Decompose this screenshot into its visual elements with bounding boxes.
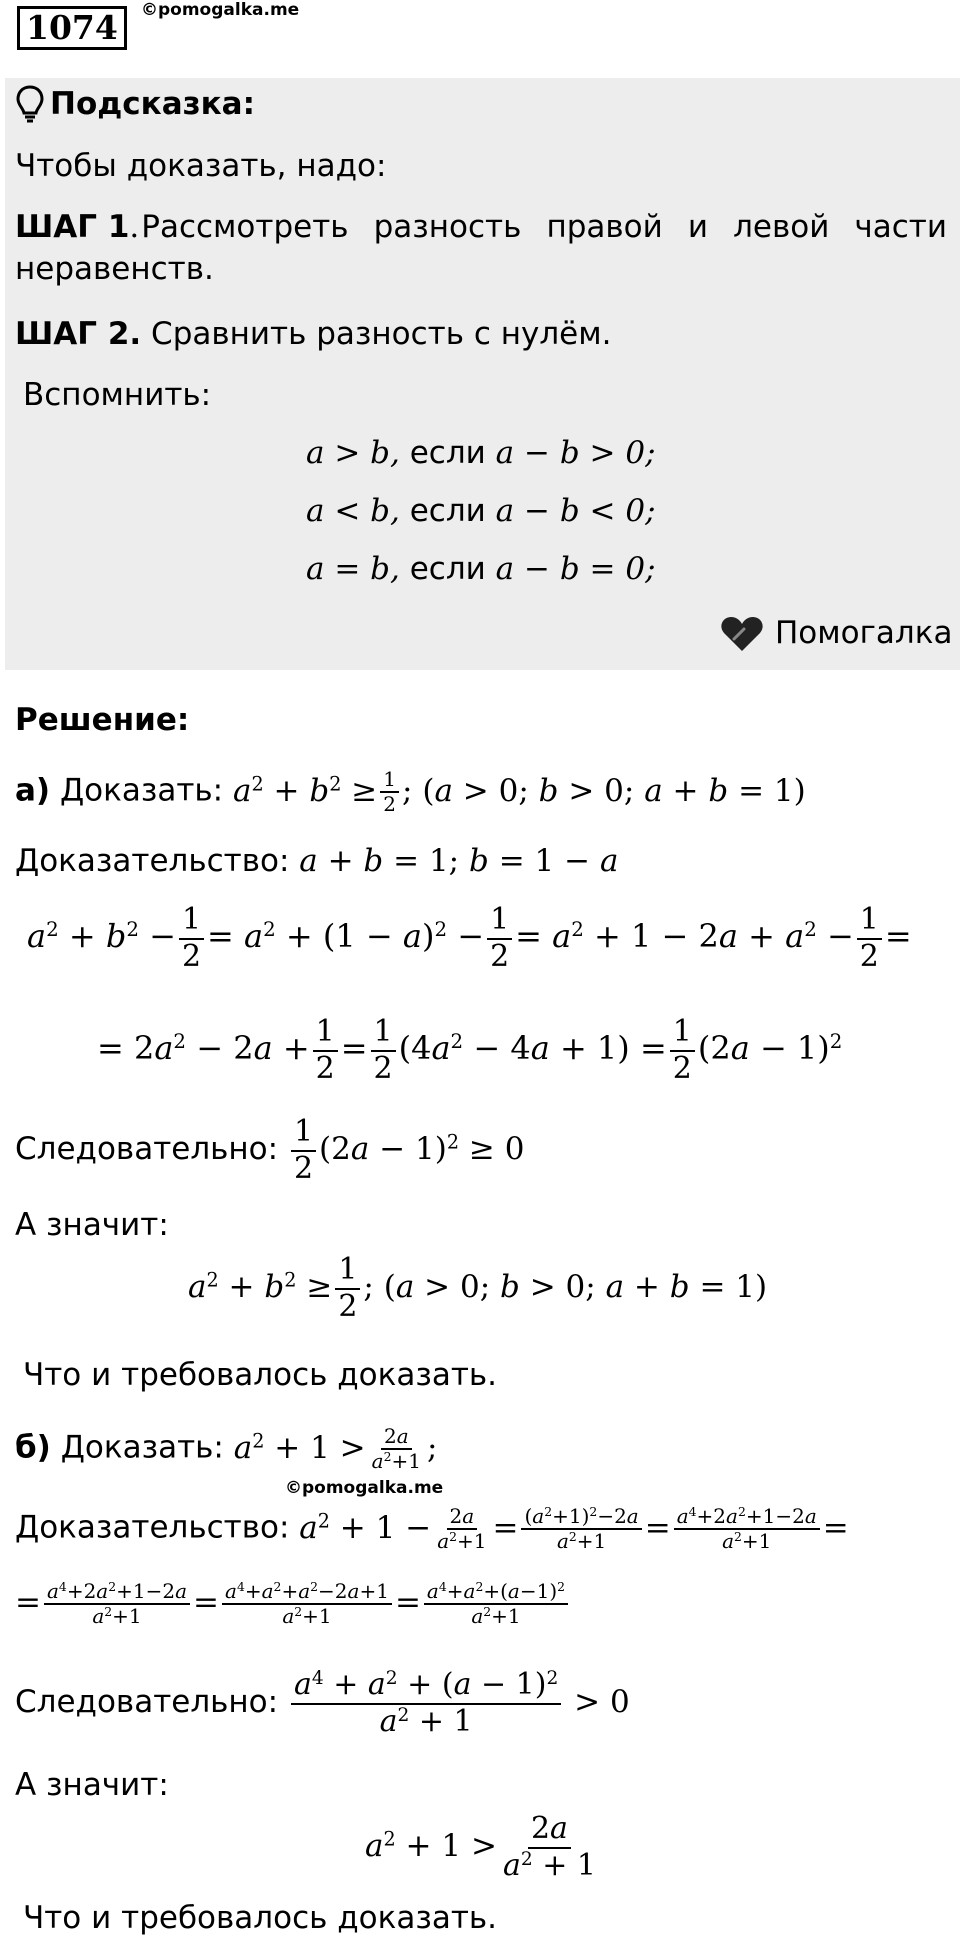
rule-row: a = b, если a − b = 0;: [306, 551, 656, 587]
part-a-label: а): [15, 772, 51, 809]
proof-label: Доказательство:: [15, 843, 290, 879]
step2-label: ШАГ 2.: [15, 316, 142, 352]
problem-number: 1074: [17, 6, 127, 50]
step1-line: ШАГ 1. Рассмотреть разность правой и левой части: [15, 209, 947, 245]
part-b-qed: Что и требовалось доказать.: [23, 1900, 498, 1936]
part-b-statement: б) Доказать: $a^2 + 1$ > $\frac{2a}{a^2+1}$ ;: [15, 1424, 438, 1473]
step2-line: [15, 314, 612, 354]
watermark: ©pomogalka.me: [285, 1478, 444, 1498]
part-a-therefore: Следовательно: $\frac{1}{2}$ $(2a - 1)^2 \ge 0$: [15, 1114, 525, 1186]
part-a-hence: А значит:: [15, 1207, 169, 1243]
rule-row: a > b, если a − b > 0;: [306, 435, 656, 471]
heart-icon: [720, 615, 764, 653]
part-b-result: $a^2 + 1$ > $\frac{2a}{a^2 + 1}$: [365, 1811, 596, 1883]
part-a-statement: а) Доказать: $a^2 + b^2$ ≥ $\frac{1}{2}$ ; (a > 0; b > 0; a + b = 1): [15, 767, 806, 816]
part-a-equation-1: $a^2 + b^2$ − $\frac{1}{2}$ = $a^2 + (1 - a)^2$ − $\frac{1}{2}$ = $a^2 + 1 - 2a + a^2$ − $\frac{1}{2}$ =: [27, 902, 912, 974]
lightbulb-icon: [15, 84, 45, 124]
step1-text-cont: неравенств.: [15, 251, 214, 287]
therefore-label: Следовательно:: [15, 1131, 279, 1167]
part-b-proof-line: Доказательство: $a^2 + 1$ − $\frac{2a}{a^2+1}$ = $\frac{(a^2+1)^2-2a}{a^2+1}$ = $\frac{a^4+2a^2+1-2a}{a^2+1}$ =: [15, 1504, 849, 1553]
remember-label: Вспомнить:: [23, 377, 212, 413]
proof-label: Доказательство:: [15, 1509, 290, 1546]
part-a-qed: Что и требовалось доказать.: [23, 1357, 498, 1393]
prove-label: Доказать:: [60, 1429, 224, 1466]
solution-title: Решение:: [15, 702, 190, 738]
part-a-equation-2: = $2a^2 - 2a$ + $\frac{1}{2}$ = $\frac{1}{2}$ $(4a^2 - 4a + 1)$ = $\frac{1}{2}$ $(2a - 1)^2$: [97, 1014, 843, 1086]
part-b-hence: А значит:: [15, 1767, 169, 1803]
step1-text: Рассмотреть разность правой и левой части: [141, 209, 947, 245]
therefore-label: Следовательно:: [15, 1684, 279, 1720]
brand-name: Помогалка: [775, 615, 953, 651]
step1-label: ШАГ 1: [15, 209, 130, 245]
watermark: ©pomogalka.me: [141, 0, 300, 20]
part-b-label: б): [15, 1429, 51, 1466]
prove-label: Доказать:: [59, 772, 224, 809]
part-a-result: $a^2 + b^2$ ≥ $\frac{1}{2}$ ; (a > 0; b > 0; a + b = 1): [188, 1252, 768, 1324]
rule-row: a < b, если a − b < 0;: [306, 493, 656, 529]
part-b-equation-2: = $\frac{a^4+2a^2+1-2a}{a^2+1}$ = $\frac{a^4+a^2+a^2-2a+1}{a^2+1}$ = $\frac{a^4+a^2+(a-1)^2}{a^2+1}$: [15, 1580, 571, 1628]
part-a-proof-line: Доказательство: a + b = 1; b = 1 − a: [15, 843, 619, 879]
hint-intro: Чтобы доказать, надо:: [15, 148, 387, 184]
part-b-therefore: Следовательно: $\frac{a^4 + a^2 + (a - 1)^2}{a^2 + 1}$ > 0: [15, 1667, 630, 1739]
hint-title: Подсказка:: [50, 86, 255, 122]
step2-text: Сравнить разность с нулём.: [151, 316, 612, 352]
